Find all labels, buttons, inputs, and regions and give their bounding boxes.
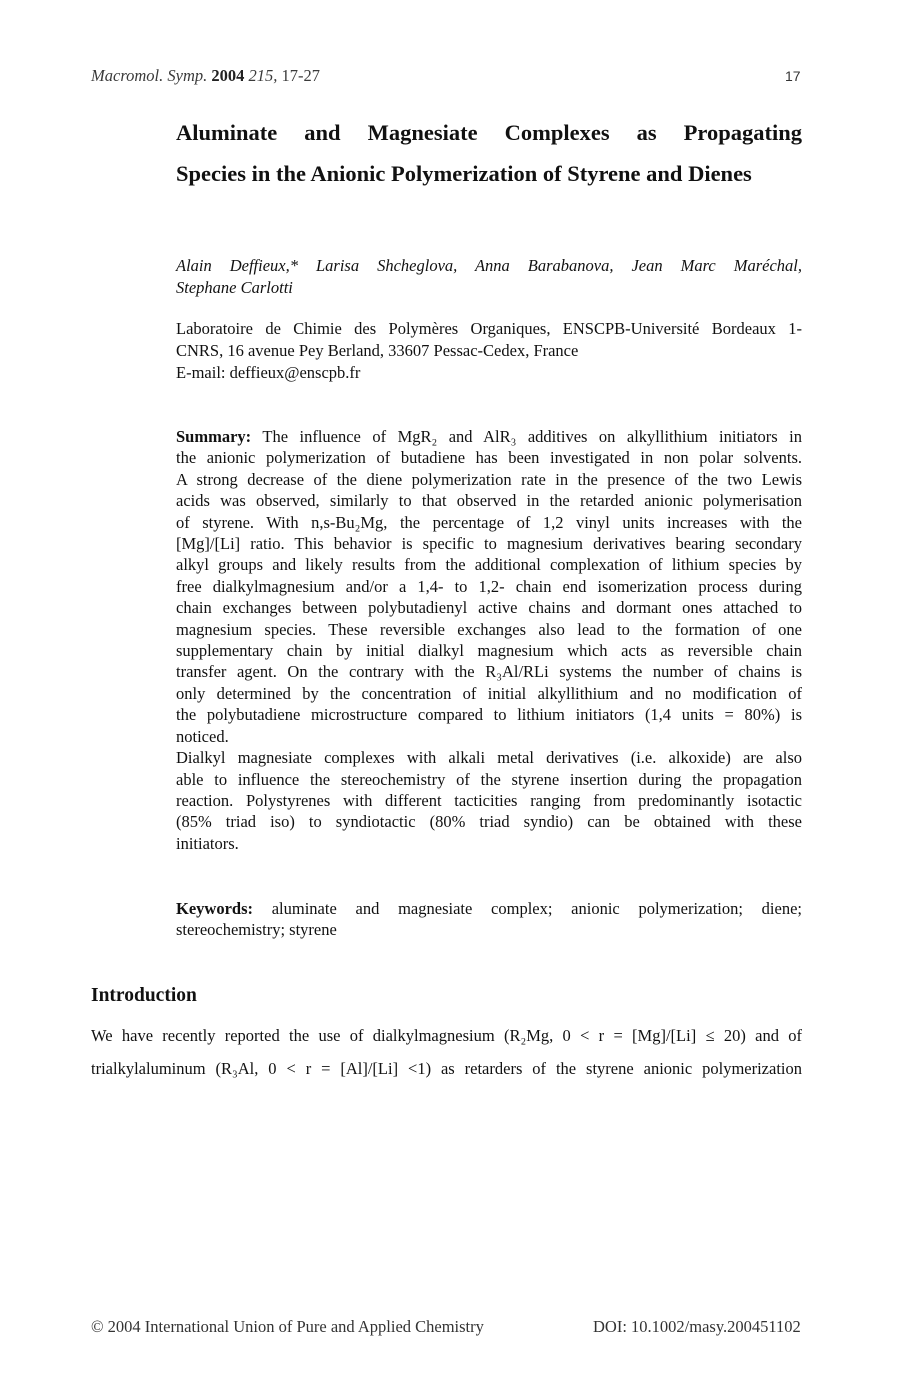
keywords-line-2: stereochemistry; styrene <box>176 920 337 940</box>
footer-doi: DOI: 10.1002/masy.200451102 <box>593 1317 801 1336</box>
keywords-label: Keywords: <box>176 899 253 918</box>
journal-citation <box>91 66 320 86</box>
affiliation-line-2: CNRS, 16 avenue Pey Berland, 33607 Pessac-Cedex, France <box>176 341 579 360</box>
summary-label: Summary: <box>176 427 252 446</box>
page-number: 17 <box>785 68 801 84</box>
authors-line-2: Stephane Carlotti <box>176 278 293 297</box>
summary-line: able to influence the stereochemistry of the styrene insertion during the propagation <box>176 769 802 789</box>
journal-year: 2004 <box>211 66 245 85</box>
affiliation-line-1: Laboratoire de Chimie des Polymères Organiques, ENSCPB-Université Bordeaux 1- <box>176 319 802 338</box>
author-list <box>176 255 802 299</box>
summary-line: Dialkyl magnesiate complexes with alkali metal derivatives (i.e. alkoxide) are also <box>176 748 802 768</box>
summary-line: free dialkylmagnesium and/or a 1,4- to 1,2- chain end isomerization process during <box>176 576 802 596</box>
journal-pages: 17-27 <box>281 66 320 85</box>
summary-abstract <box>176 426 802 854</box>
keywords <box>176 898 802 941</box>
journal-name: Macromol. Symp. <box>91 66 208 85</box>
summary-line: magnesium species. These reversible exchanges also lead to the formation of one <box>176 619 802 639</box>
summary-line: transfer agent. On the contrary with the R₃Al/RLi systems the number of chains is <box>176 662 802 682</box>
affiliation-email: E-mail: deffieux@enscpb.fr <box>176 363 361 382</box>
affiliation <box>176 318 802 384</box>
summary-line: A strong decrease of the diene polymerization rate in the presence of the two Lewis <box>176 469 802 489</box>
summary-line: noticed. <box>176 726 229 746</box>
authors-line-1: Alain Deffieux,* Larisa Shcheglova, Anna Barabanova, Jean Marc Maréchal, <box>176 256 802 275</box>
intro-line: We have recently reported the use of dialkylmagnesium (R₂Mg, 0 < r = [Mg]/[Li] ≤ 20) and of <box>91 1026 802 1045</box>
title-line-1: Aluminate and Magnesiate Complexes as Propagating <box>176 120 802 145</box>
keywords-line-1: Keywords: aluminate and magnesiate complex; anionic polymerization; diene; <box>176 899 802 918</box>
footer-copyright: © 2004 International Union of Pure and Applied Chemistry <box>91 1317 484 1336</box>
intro-line: trialkylaluminum (R₃Al, 0 < r = [Al]/[Li] <1) as retarders of the styrene anionic polymerization <box>91 1059 802 1078</box>
summary-line: of styrene. With n,s-Bu₂Mg, the percentage of 1,2 vinyl units increases with the <box>176 512 802 532</box>
summary-line: reaction. Polystyrenes with different tacticities ranging from predominantly isotactic <box>176 790 802 810</box>
summary-line: acids was observed, similarly to that observed in the retarded anionic polymerisation <box>176 491 802 511</box>
summary-line: [Mg]/[Li] ratio. This behavior is specific to magnesium derivatives bearing secondary <box>176 534 802 554</box>
summary-line: initiators. <box>176 833 239 853</box>
journal-volume: 215, <box>248 66 278 85</box>
summary-line: alkyl groups and likely results from the additional complexation of lithium species by <box>176 555 802 575</box>
title-line-2: Species in the Anionic Polymerization of Styrene and Dienes <box>176 161 752 186</box>
summary-line: only determined by the concentration of initial alkyllithium and no modification of <box>176 683 802 703</box>
summary-line: (85% triad iso) to syndiotactic (80% triad syndio) can be obtained with these <box>176 812 802 832</box>
introduction-text <box>91 1019 802 1085</box>
section-heading-introduction: Introduction <box>91 985 197 1006</box>
summary-line: the anionic polymerization of butadiene has been investigated in non polar solvents. <box>176 448 802 468</box>
summary-line: Summary: The influence of MgR₂ and AlR₃ additives on alkyllithium initiators in <box>176 427 803 446</box>
summary-line: supplementary chain by initial dialkyl magnesium which acts as reversible chain <box>176 641 802 661</box>
summary-line: chain exchanges between polybutadienyl active chains and dormant ones attached to <box>176 598 802 618</box>
article-title <box>176 112 802 194</box>
summary-line: the polybutadiene microstructure compared to lithium initiators (1,4 units = 80%) is <box>176 705 802 725</box>
